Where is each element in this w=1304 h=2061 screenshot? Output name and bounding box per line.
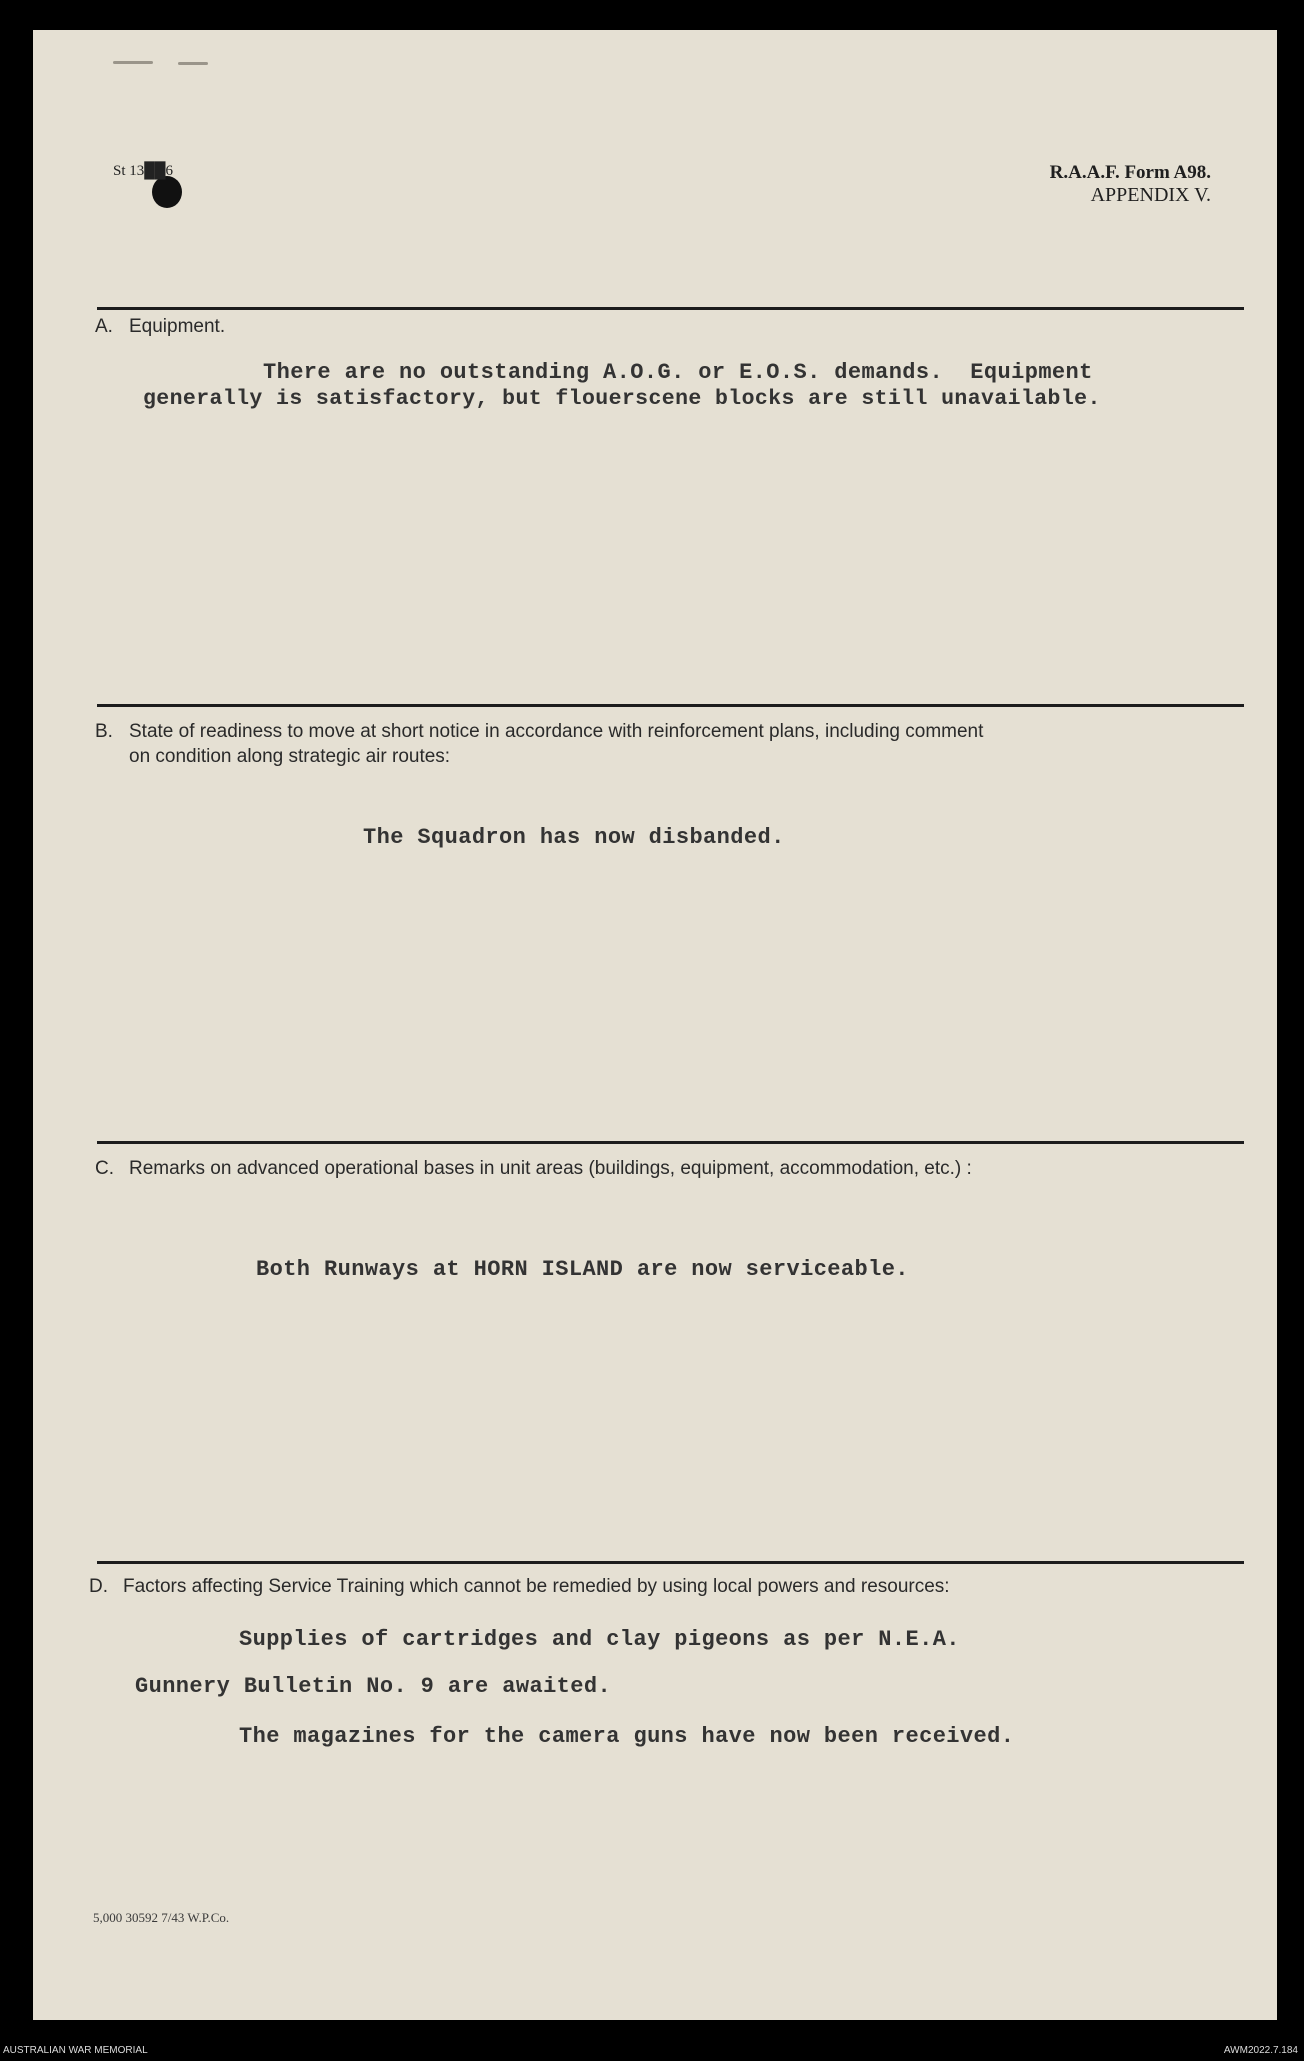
section-d-typed-line-2: Gunnery Bulletin No. 9 are awaited. <box>135 1674 612 1699</box>
document-page <box>33 30 1277 2020</box>
archive-name: AUSTRALIAN WAR MEMORIAL <box>3 2045 148 2056</box>
section-b-title-line-2: on condition along strategic air routes: <box>129 746 451 767</box>
section-c-title: Remarks on advanced operational bases in unit areas (buildings, equipment, accommodation, etc.) : <box>129 1158 972 1179</box>
section-c-typed-line-1: Both Runways at HORN ISLAND are now serviceable. <box>256 1257 909 1282</box>
section-b-rule <box>97 704 1244 707</box>
section-b-typed-line-1: The Squadron has now disbanded. <box>363 825 785 850</box>
section-a-rule <box>97 307 1244 310</box>
section-b-letter: B. <box>95 721 113 742</box>
section-c-rule <box>97 1141 1244 1144</box>
section-d-letter: D. <box>89 1576 108 1597</box>
section-a-title: Equipment. <box>129 316 226 337</box>
section-b-heading <box>95 720 983 744</box>
section-d-typed-line-3: The magazines for the camera guns have now been received. <box>239 1724 1015 1749</box>
section-b-title-line-1: State of readiness to move at short notice in accordance with reinforcement plans, including comment <box>129 721 984 742</box>
section-a-letter: A. <box>95 316 113 337</box>
section-a-heading <box>95 315 225 339</box>
archive-accession-number: AWM2022.7.184 <box>1223 2045 1298 2056</box>
section-d-typed-line-1: Supplies of cartridges and clay pigeons as per N.E.A. <box>239 1627 960 1652</box>
form-title <box>1050 162 1211 206</box>
section-d-heading <box>89 1575 950 1599</box>
printer-imprint: 5,000 30592 7/43 W.P.Co. <box>93 1910 230 1925</box>
punch-hole <box>152 176 182 208</box>
section-c-letter: C. <box>95 1158 114 1179</box>
section-c-heading <box>95 1157 972 1181</box>
form-code-left: St 13██6 <box>113 163 174 179</box>
appendix-label: APPENDIX V. <box>1090 184 1211 206</box>
archive-band <box>0 2031 1304 2061</box>
section-a-typed-line-2: generally is satisfactory, but flouerscene blocks are still unavailable. <box>143 387 1101 411</box>
section-a-typed-line-1: There are no outstanding A.O.G. or E.O.S. demands. Equipment <box>263 360 1093 385</box>
section-d-title: Factors affecting Service Training which cannot be remedied by using local powers and resources: <box>123 1576 950 1597</box>
paper-tear-mark <box>113 60 233 66</box>
form-name: R.A.A.F. Form A98. <box>1049 162 1211 183</box>
section-d-rule <box>97 1561 1244 1564</box>
